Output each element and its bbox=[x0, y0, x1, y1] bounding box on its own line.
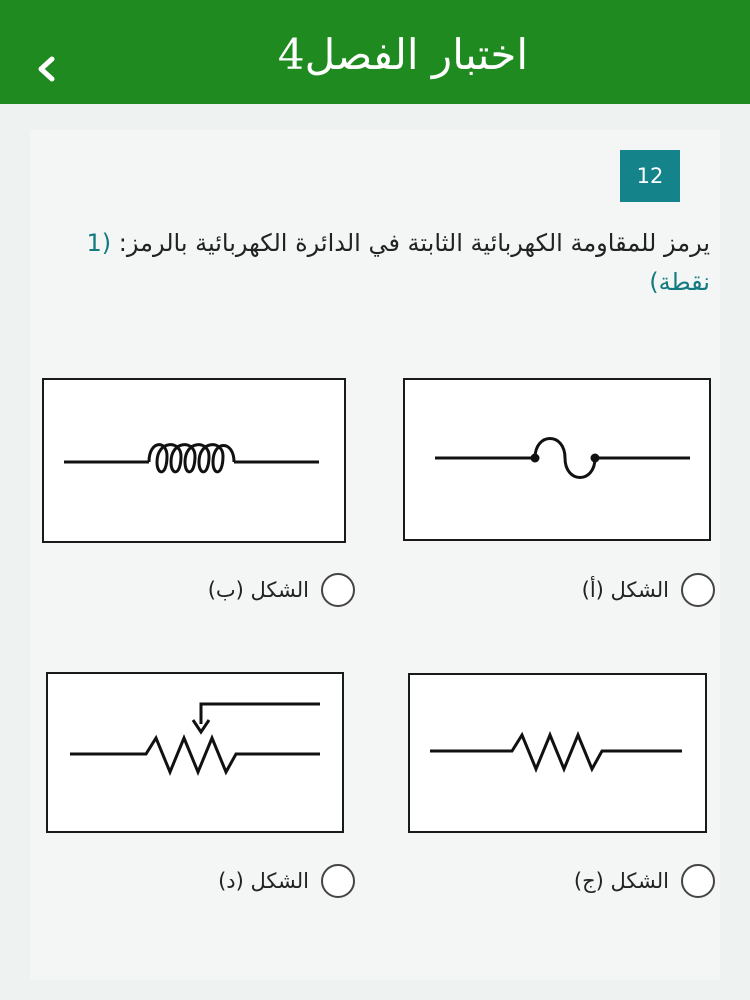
option-d-label: الشكل (د) bbox=[218, 869, 309, 893]
question-points: (1 نقطة) bbox=[86, 229, 710, 296]
option-a-figure[interactable] bbox=[403, 378, 711, 541]
app-header bbox=[0, 0, 750, 104]
question-text-block bbox=[50, 224, 710, 302]
option-b-figure[interactable] bbox=[42, 378, 346, 543]
page-title: اختبار الفصل4 bbox=[277, 30, 528, 79]
option-d-choice[interactable] bbox=[218, 861, 355, 901]
inductor-coil-symbol bbox=[44, 380, 344, 541]
option-c-choice[interactable] bbox=[574, 861, 715, 901]
chevron-left-icon bbox=[28, 50, 64, 86]
option-a-label: الشكل (أ) bbox=[581, 578, 669, 602]
option-a-radio[interactable] bbox=[681, 573, 715, 607]
option-b-radio[interactable] bbox=[321, 573, 355, 607]
fixed-resistor-symbol bbox=[410, 675, 705, 831]
question-text: يرمز للمقاومة الكهربائية الثابتة في الدائرة الكهربائية بالرمز: bbox=[118, 229, 710, 257]
option-b-label: الشكل (ب) bbox=[207, 578, 309, 602]
back-button[interactable] bbox=[28, 50, 64, 86]
option-c-figure[interactable] bbox=[408, 673, 707, 833]
option-c-radio[interactable] bbox=[681, 864, 715, 898]
option-c-label: الشكل (ج) bbox=[573, 869, 669, 893]
fuse-symbol bbox=[405, 380, 709, 539]
option-b-choice[interactable] bbox=[208, 570, 355, 610]
option-d-figure[interactable] bbox=[46, 672, 344, 833]
option-a-choice[interactable] bbox=[582, 570, 715, 610]
variable-resistor-symbol bbox=[48, 674, 342, 831]
option-d-radio[interactable] bbox=[321, 864, 355, 898]
question-number-badge: 12 bbox=[620, 150, 680, 202]
